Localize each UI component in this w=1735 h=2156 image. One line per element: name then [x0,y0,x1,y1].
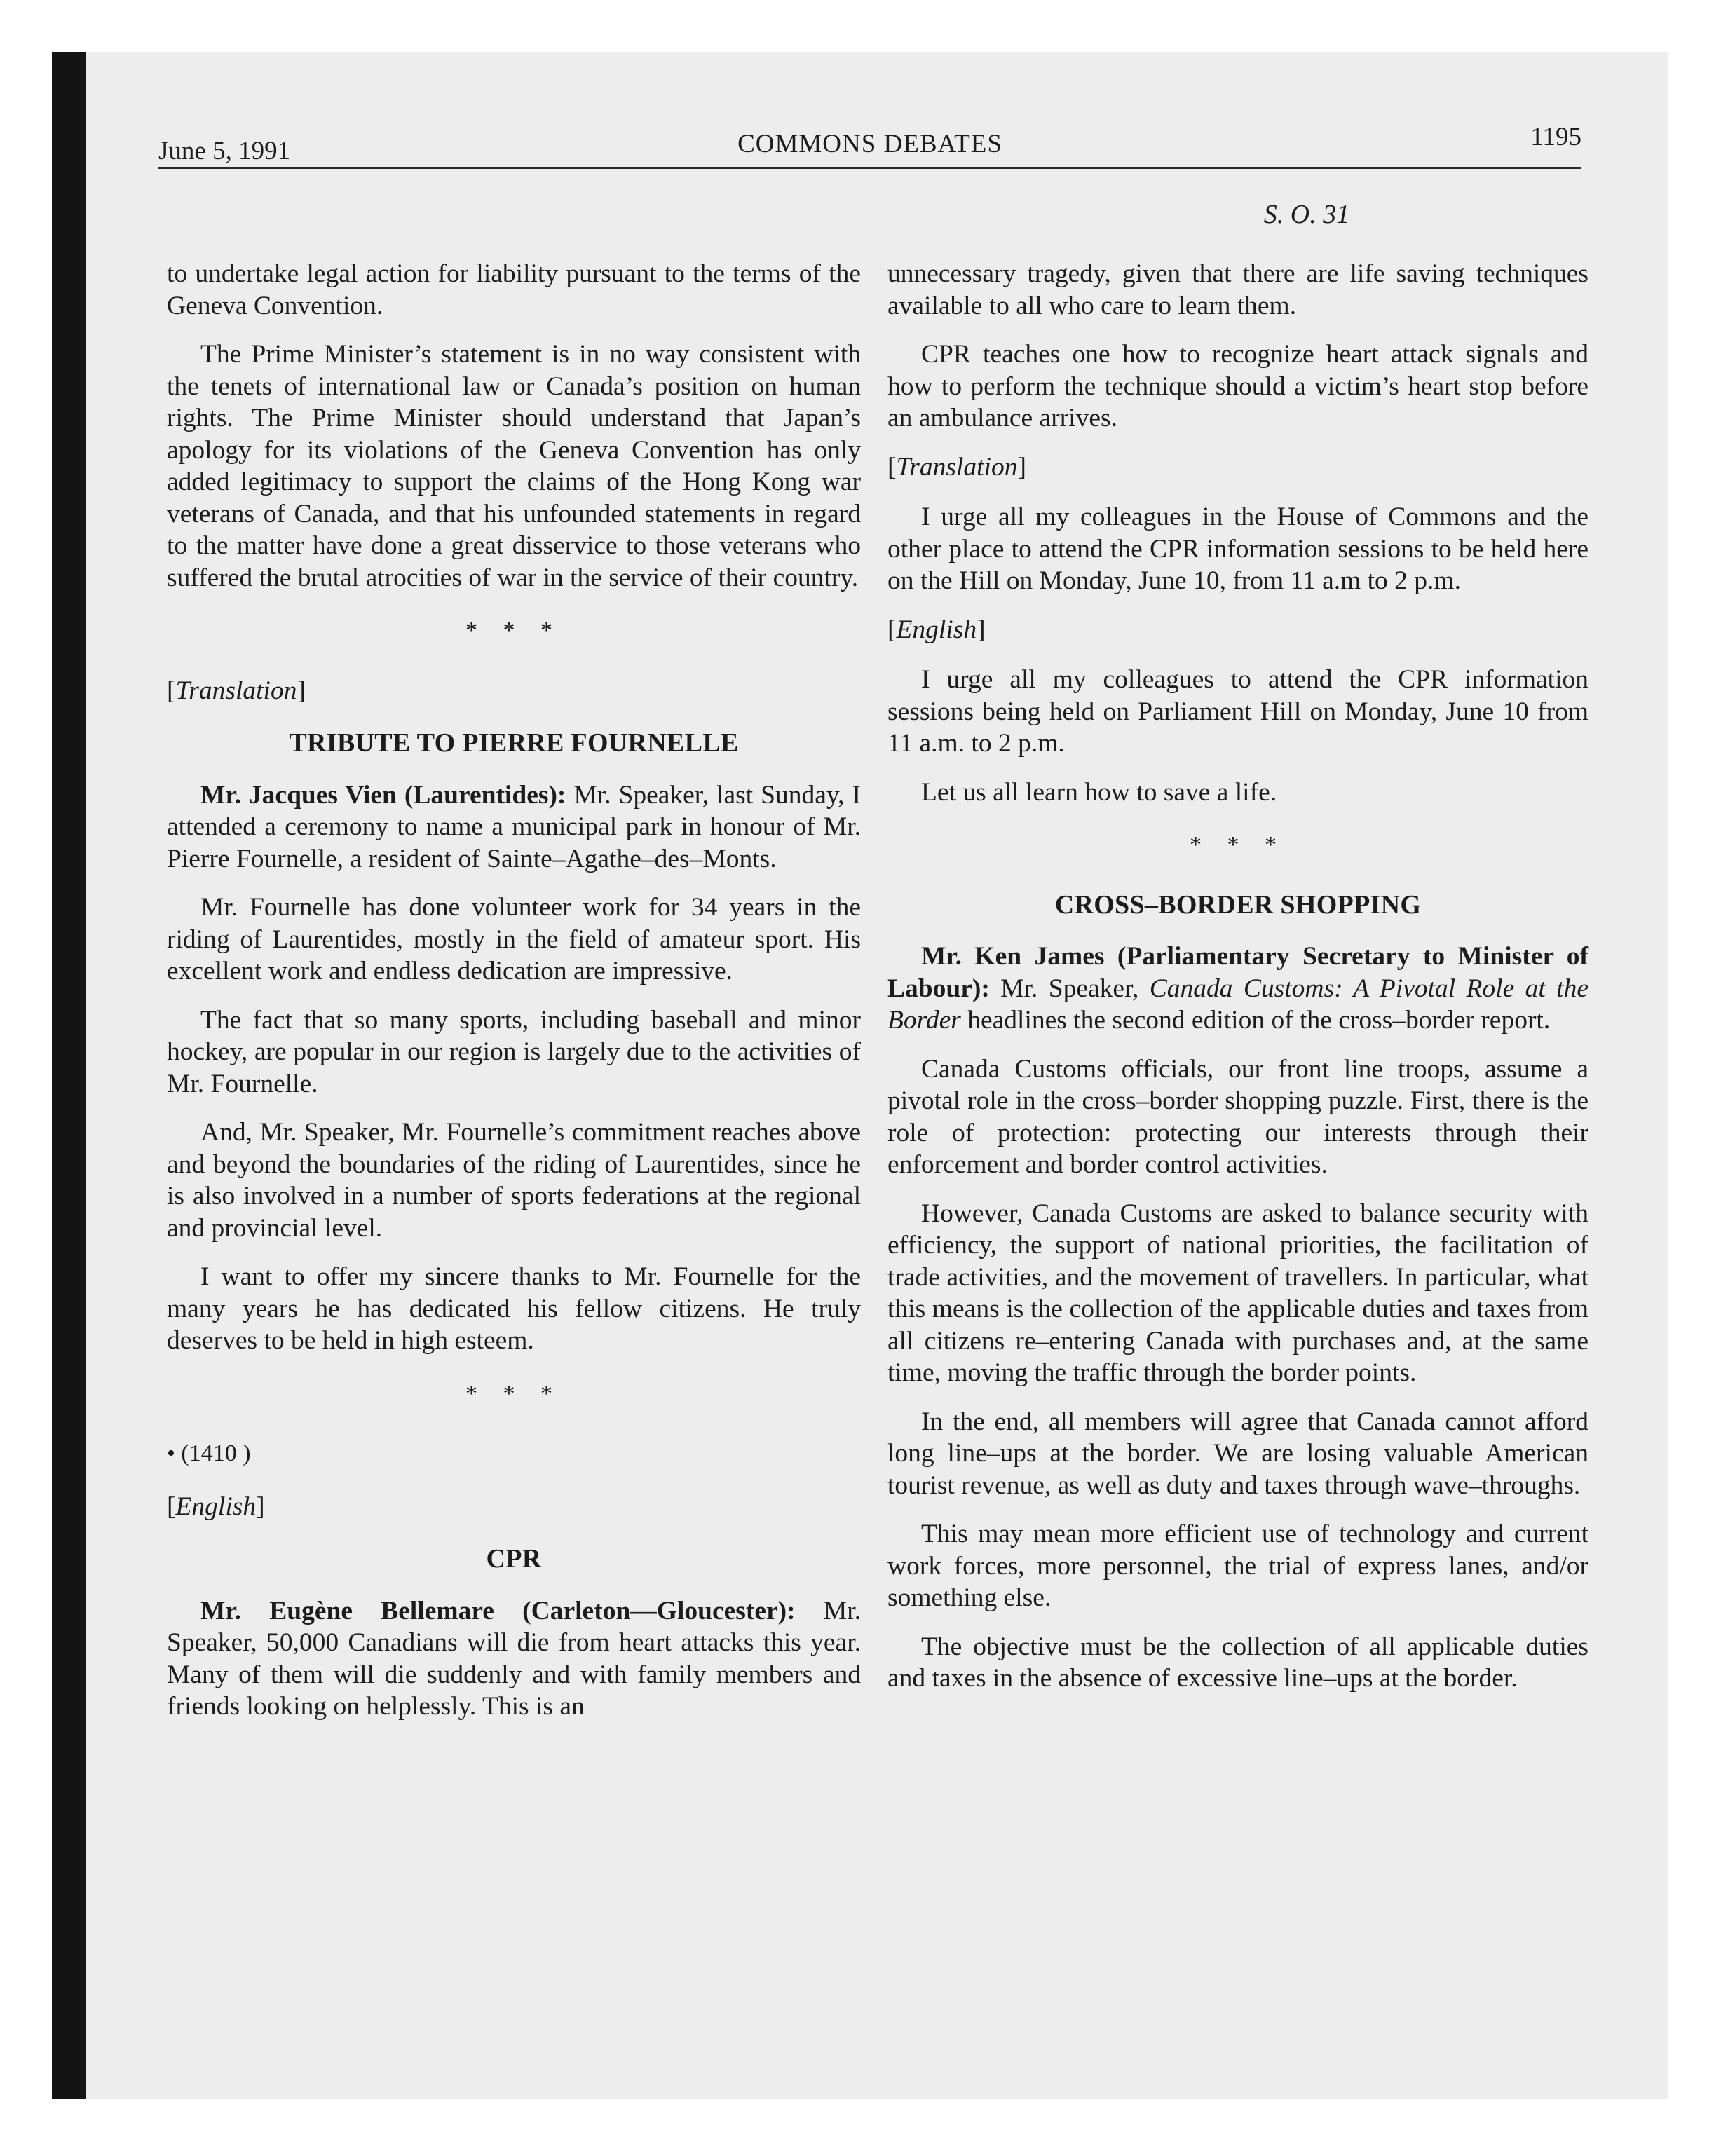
speaker-name: Mr. Eugène Bellemare (Carleton—Gloucester): [200,1596,796,1625]
language-tag-text: Translation [896,452,1018,482]
paragraph: This may mean more efficient use of technology and current work forces, more personnel, the trial of express lanes, and/or something else. [887,1520,1588,1612]
language-tag: [English] [167,1492,265,1521]
language-tag: [Translation] [887,452,1026,482]
left-column [167,258,861,1740]
header-publication: COMMONS DEBATES [737,130,1002,158]
paragraph: The objective must be the collection of all applicable duties and taxes in the absence of excessive line–ups at the border. [887,1632,1588,1693]
paragraph-text: headlines the second edition of the cross–border report. [960,1006,1551,1035]
paragraph: Let us all learn how to save a life. [921,777,1277,807]
paragraph: I urge all my colleagues to attend the CPR information sessions being held on Parliament Hill on Monday, June 10 from 11 a.m. to 2 p.m. [887,665,1588,758]
section-heading: TRIBUTE TO PIERRE FOURNELLE [289,728,739,758]
paragraph: I urge all my colleagues in the House of Commons and the other place to attend the CPR information sessions to be held here on the Hill on Monday, June 10, from 11 a.m to 2 p.m. [887,503,1588,595]
paragraph: And, Mr. Speaker, Mr. Fournelle’s commitment reaches above and beyond the boundaries of the riding of Laurentides, since he is also involved in a number of sports federations at the regional and provincial level. [167,1118,861,1243]
language-tag-text: English [175,1492,257,1521]
paragraph: CPR teaches one how to recognize heart attack signals and how to perform the technique should a victim’s heart stop before an ambulance arrives. [887,340,1588,432]
right-column [887,258,1588,1712]
section-separator: * * * [1190,832,1286,858]
paragraph [167,1595,861,1723]
paragraph: I want to offer my sincere thanks to Mr. Fournelle for the many years he has dedicated his fellow citizens. He truly deserves to be held in high esteem. [167,1262,861,1355]
document-page [158,119,1588,1942]
language-tag-text: English [896,615,977,644]
section-tag: S. O. 31 [1263,200,1350,229]
paragraph: to undertake legal action for liability pursuant to the terms of the Geneva Convention. [167,259,861,320]
paragraph [167,779,861,875]
section-separator: * * * [465,1380,562,1407]
language-tag: [Translation] [167,676,306,705]
speaker-name: Mr. Jacques Vien (Laurentides): [200,780,566,810]
section-separator: * * * [465,618,562,643]
paragraph-text: Mr. Speaker, last Sunday, I attended a ceremony to name a municipal park in honour of Mr. Pierre Fournelle, a resident of Sainte–Agathe–des–Monts. [167,780,861,873]
paragraph [887,941,1588,1037]
paragraph: However, Canada Customs are asked to balance security with efficiency, the support of national priorities, the facilitation of trade activities, and the movement of travellers. In particular, what this means is the collection of the applicable duties and taxes from all citizens re–entering Canada with purchases and, at the same time, moving the traffic through the border points. [887,1199,1588,1387]
header-date: June 5, 1991 [158,137,291,165]
paragraph-text: Mr. Speaker, 50,000 Canadians will die from heart attacks this year. Many of them will die suddenly and with family members and friends looking on helplessly. This is an [167,1596,861,1721]
paragraph-text: Mr. Speaker, [989,974,1150,1003]
language-tag-text: Translation [175,676,297,705]
paragraph: The Prime Minister’s statement is in no way consistent with the tenets of international law or Canada’s position on human rights. The Prime Minister should understand that Japan’s apology for its violations of the Geneva Convention has only added legitimacy to support the claims of the Hong Kong war veterans of Canada, and that his unfounded statements in regard to the matter have done a great disservice to those veterans who suffered the brutal atrocities of war in the service of their country. [167,340,861,592]
language-tag: [English] [887,615,986,644]
paragraph: The fact that so many sports, including baseball and minor hockey, are popular in our region is largely due to the activities of Mr. Fournelle. [167,1005,861,1098]
section-heading: CPR [486,1544,542,1574]
paragraph: unnecessary tragedy, given that there are life saving techniques available to all who care to learn them. [887,259,1588,320]
paragraph: Canada Customs officials, our front line troops, assume a pivotal role in the cross–border shopping puzzle. First, there is the role of protection: protecting our interests through their enforcement and border control activities. [887,1054,1588,1179]
report-title: Canada Customs: A Pivotal Role at the Border [887,974,1588,1035]
running-header [158,119,1581,168]
binding-edge [52,52,86,2099]
speaker-name: Mr. Ken James (Parliamentary Secretary to Minister of Labour): [887,942,1588,1003]
section-heading: CROSS–BORDER SHOPPING [1054,889,1422,920]
header-rule [158,167,1581,169]
paragraph: In the end, all members will agree that Canada cannot afford long line–ups at the border. We are losing valuable American tourist revenue, as well as duty and taxes through wave–throughs. [887,1407,1588,1500]
paragraph: Mr. Fournelle has done volunteer work for 34 years in the riding of Laurentides, mostly in the field of amateur sport. His excellent work and endless dedication are impressive. [167,893,861,985]
time-marker: • (1410 ) [167,1440,251,1466]
header-page-number: 1195 [1530,123,1581,151]
